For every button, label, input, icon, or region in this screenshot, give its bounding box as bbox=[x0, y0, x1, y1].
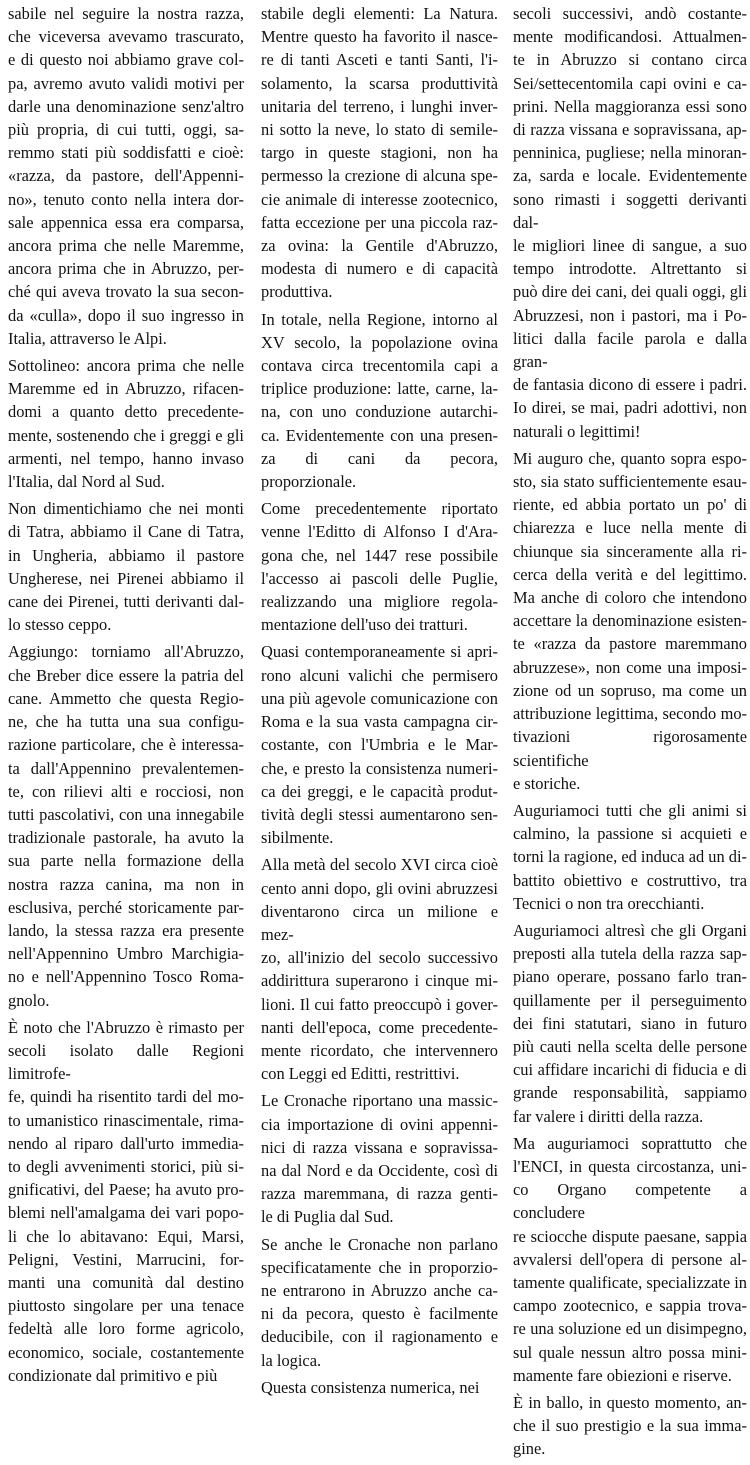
text-line: litici dalla facile parola e dalla gran- bbox=[513, 328, 747, 372]
text-line: Le Cronache riportano una massic- bbox=[261, 1091, 498, 1111]
text-line: remmo stati più soddisfatti e cioè: bbox=[8, 143, 244, 163]
text-line: accettare la denominazione esisten- bbox=[513, 611, 747, 631]
text-line: ca. Evidentemente con una presen- bbox=[261, 425, 498, 445]
text-line: unitaria del terreno, i lunghi inver- bbox=[261, 96, 498, 116]
text-line: re di tanti Asceti e tanti Santi, l'i- bbox=[261, 50, 498, 70]
text-line: tivazioni rigorosamente scientifiche bbox=[513, 727, 747, 770]
text-line: te, con rilievi alti e rocciosi, non bbox=[8, 781, 244, 801]
text-line: re sciocche dispute paesane, sappia bbox=[513, 1226, 747, 1246]
text-line: sibilmente. bbox=[261, 828, 334, 848]
text-line: nanti dell'epoca, come precedente- bbox=[261, 1017, 498, 1037]
text-line: ne entrarono in Abruzzo anche ca- bbox=[261, 1280, 498, 1300]
paragraph bbox=[513, 1132, 747, 1387]
text-line: secoli successivi, andò costante- bbox=[513, 4, 747, 23]
text-line: in Ungheria, abbiamo il pastore bbox=[8, 545, 244, 565]
text-line: Auguriamoci tutti che gli animi si bbox=[513, 800, 747, 820]
text-line: chiarezza e luce nella mente di bbox=[513, 518, 747, 538]
text-line: la logica. bbox=[261, 1350, 322, 1370]
text-line: È in ballo, in questo momento, an- bbox=[513, 1392, 747, 1412]
text-line: modesta di numero e di capacità bbox=[261, 259, 498, 279]
text-line: to umanistico rinascimentale, rima- bbox=[8, 1110, 244, 1130]
text-line: re una soluzione ed un disimpegno, bbox=[513, 1319, 747, 1339]
paragraph bbox=[261, 308, 498, 494]
text-line: sul quale nessun altro possa mini- bbox=[513, 1342, 747, 1362]
text-line: cie animale di interesse zootecnico, bbox=[261, 189, 498, 209]
text-line: Alla metà del secolo XVI circa cioè bbox=[261, 855, 498, 875]
text-line: Quasi contemporaneamente si apri- bbox=[261, 642, 498, 662]
text-line: dei fini statutari, siano in futuro bbox=[513, 1013, 747, 1033]
text-line: Ma auguriamoci soprattutto che bbox=[513, 1133, 747, 1153]
text-line: più cauti nella scelta delle persone bbox=[513, 1036, 747, 1056]
text-line: pa, avremo avuto validi motivi per bbox=[8, 73, 244, 93]
text-line: e storiche. bbox=[513, 773, 581, 793]
paragraph bbox=[261, 1089, 498, 1228]
text-line: battito obiettivo e costruttivo, tra bbox=[513, 870, 747, 890]
text-line: torni la ragione, ed induca ad un di- bbox=[513, 847, 747, 867]
text-line: mamente fare obiezioni e riserve. bbox=[513, 1365, 732, 1385]
text-line: nici di razza vissana e sopravissa- bbox=[261, 1137, 498, 1157]
text-line: lo stesso ceppo. bbox=[8, 615, 112, 635]
text-line: tempo introdotte. Altrettanto si bbox=[513, 259, 747, 279]
paragraph bbox=[513, 447, 747, 795]
text-line: cane. Ammetto che questa Regio- bbox=[8, 688, 244, 708]
text-line: zione od un sopruso, ma come un bbox=[513, 680, 747, 700]
text-line: Aggiungo: torniamo all'Abruzzo, bbox=[8, 642, 244, 662]
text-line: quillamente per il perseguimento bbox=[513, 990, 747, 1010]
text-line: lioni. Il cui fatto preoccupò i gover- bbox=[261, 994, 498, 1014]
text-line: È noto che l'Abruzzo è rimasto per bbox=[8, 1017, 244, 1037]
text-line: Ungherese, nei Pirenei abbiamo il bbox=[8, 568, 244, 588]
text-line: co Organo competente a concludere bbox=[513, 1180, 747, 1223]
text-line: mente modificandosi. Attualmen- bbox=[513, 27, 747, 47]
paragraph bbox=[261, 497, 498, 636]
text-line: blemi nell'amalgama dei vari popo- bbox=[8, 1203, 244, 1223]
text-line: fe, quindi ha risentito tardi del mo- bbox=[8, 1087, 244, 1107]
text-line: piano operare, possano farlo tran- bbox=[513, 967, 747, 987]
text-line: può dire dei cani, dei quali oggi, gli bbox=[513, 282, 747, 302]
text-line: tradizionale pastorale, ha avuto la bbox=[8, 828, 244, 848]
text-line: Tecnici o non tra orecchianti. bbox=[513, 893, 705, 913]
text-line: nendo al riparo dall'urto immedia- bbox=[8, 1133, 244, 1153]
text-line: manti una comunità dal destino bbox=[8, 1272, 244, 1292]
text-line: ché qui aveva trovato la sua secon- bbox=[8, 282, 244, 302]
text-line: Come precedentemente riportato bbox=[261, 499, 498, 519]
text-line: za di cani da pecora, bbox=[261, 448, 498, 468]
text-line: con Leggi ed Editti, restrittivi. bbox=[261, 1064, 460, 1084]
text-line: Peligni, Vestini, Marrucini, for- bbox=[8, 1249, 244, 1269]
text-line: Auguriamoci altresì che gli Organi bbox=[513, 920, 747, 940]
text-line: piuttosto singolare per una tenace bbox=[8, 1296, 244, 1316]
text-line: li che lo abitavano: Equi, Marsi, bbox=[8, 1226, 244, 1246]
text-line: lando, la stessa razza era presente bbox=[8, 920, 244, 940]
text-line: triplice produzione: latte, carne, la- bbox=[261, 379, 498, 399]
text-line: no e nell'Appennino Tosco Roma- bbox=[8, 967, 244, 987]
text-line: Sottolineo: ancora prima che nelle bbox=[8, 356, 244, 376]
text-line: targo in queste stagioni, non ha bbox=[261, 143, 498, 163]
text-line: più propria, di cui tutti, oggi, sa- bbox=[8, 120, 244, 140]
text-line: diventarono circa un milione e mez- bbox=[261, 901, 498, 944]
text-line: prini. Nella maggioranza essi sono bbox=[513, 96, 747, 116]
text-line: Italia, attraverso le Alpi. bbox=[8, 328, 167, 348]
text-line: Io direi, se mai, padri adottivi, non bbox=[513, 398, 747, 418]
text-line: secoli isolato dalle Regioni limitrofe- bbox=[8, 1040, 244, 1084]
text-line: tamente qualificate, specializzate in bbox=[513, 1272, 747, 1292]
text-line: cerca della verità e del legittimo. bbox=[513, 564, 747, 584]
text-line: no», tenuto conto nella intera dor- bbox=[8, 189, 244, 209]
text-line: proporzionale. bbox=[261, 472, 357, 492]
text-line: Non dimentichiamo che nei monti bbox=[8, 499, 244, 519]
text-line: di razza vissana e sopravissana, ap- bbox=[513, 120, 747, 140]
text-line: mentazione dell'uso dei tratturi. bbox=[261, 615, 468, 635]
text-line: de fantasia dicono di essere i padri. bbox=[513, 375, 747, 395]
text-line: esclusiva, perché storicamente par- bbox=[8, 897, 244, 917]
text-line: gnolo. bbox=[8, 990, 50, 1010]
text-line: solamento, la scarsa produttività bbox=[261, 73, 498, 93]
text-line: darle una denominazione senz'altro bbox=[8, 96, 244, 116]
text-line: sabile nel seguire la nostra razza, bbox=[8, 4, 244, 23]
paragraph bbox=[8, 497, 244, 636]
text-line: Maremme ed in Abruzzo, rifacen- bbox=[8, 379, 244, 399]
text-line: abruzzese», non come una imposi- bbox=[513, 657, 747, 677]
text-line: riente, ed abbia portato un po' di bbox=[513, 495, 747, 515]
text-line: l'accesso ai pascoli delle Puglie, bbox=[261, 568, 498, 588]
text-line: deducibile, con il ragionamento e bbox=[261, 1327, 498, 1347]
text-line: zo, all'inizio del secolo successivo bbox=[261, 948, 498, 968]
text-line: Ma anche di coloro che intendono bbox=[513, 588, 747, 608]
text-line: far valere i diritti della razza. bbox=[513, 1106, 704, 1126]
text-column-2 bbox=[261, 2, 498, 1403]
text-line: gona che, nel 1447 rese possibile bbox=[261, 545, 498, 565]
text-line: Mi auguro che, quanto sopra espo- bbox=[513, 448, 747, 468]
text-line: da «culla», dopo il suo ingresso in bbox=[8, 305, 244, 325]
text-line: domi a quanto detto precedente- bbox=[8, 402, 244, 422]
text-line: Mentre questo ha favorito il nasce- bbox=[261, 27, 498, 47]
text-line: Questa consistenza numerica, nei bbox=[261, 1377, 480, 1397]
text-line: e di questo noi abbiamo grave col- bbox=[8, 50, 244, 70]
text-line: Sei/settecentomila capi ovini e ca- bbox=[513, 73, 747, 93]
paragraph bbox=[513, 1391, 747, 1461]
text-line: costante, con l'Umbria e le Mar- bbox=[261, 735, 498, 755]
text-line: rono alcuni valichi che permisero bbox=[261, 665, 498, 685]
text-line: le di Puglia dal Sud. bbox=[261, 1207, 394, 1227]
paragraph bbox=[261, 2, 498, 304]
text-line: naturali o legittimi! bbox=[513, 421, 641, 441]
text-line: za, sarda e locale. Evidentemente bbox=[513, 166, 747, 186]
paragraph bbox=[261, 1376, 498, 1399]
text-line: preposti alla tutela della razza sap- bbox=[513, 944, 747, 964]
text-line: Roma e la sua vasta campagna cir- bbox=[261, 712, 498, 732]
text-line: cento anni dopo, gli ovini abruzzesi bbox=[261, 878, 498, 898]
text-line: ni sotto la neve, lo stato di semile- bbox=[261, 120, 498, 140]
text-line: te «razza da pastore maremmano bbox=[513, 634, 747, 654]
text-line: permesso la crezione di alcuna spe- bbox=[261, 166, 498, 186]
text-line: Abruzzesi, non i pastori, ma i Po- bbox=[513, 305, 747, 325]
paragraph bbox=[8, 640, 244, 1011]
text-line: gine. bbox=[513, 1439, 546, 1459]
text-line: razza maremmana, di razza genti- bbox=[261, 1184, 498, 1204]
text-line: penninica, pugliese; nella minoran- bbox=[513, 143, 747, 163]
text-line: sua parte nella formazione della bbox=[8, 851, 244, 871]
text-line: cane dei Pirenei, tutti derivanti dal- bbox=[8, 592, 244, 612]
text-line: mente, sostenendo che i greggi e gli bbox=[8, 425, 244, 445]
text-line: grande responsabilità, sappiamo bbox=[513, 1083, 747, 1103]
text-line: specificatamente che in proporzio- bbox=[261, 1257, 498, 1277]
text-line: tutti pascolativi, con una innegabile bbox=[8, 804, 244, 824]
paragraph bbox=[261, 853, 498, 1085]
text-line: venne l'Editto di Alfonso I d'Ara- bbox=[261, 522, 498, 542]
text-line: cui affidare incarichi di fiducia e di bbox=[513, 1060, 747, 1080]
text-line: nostra razza canina, ma non in bbox=[8, 874, 244, 894]
text-line: XV secolo, la popolazione ovina bbox=[261, 332, 498, 352]
paragraph bbox=[261, 640, 498, 849]
text-line: «razza, da pastore, dell'Appenni- bbox=[8, 166, 244, 186]
text-line: economico, sociale, costantemente bbox=[8, 1342, 244, 1362]
text-line: contava circa trecentomila capi a bbox=[261, 356, 498, 376]
text-line: ta dall'Appennino prevalentemen- bbox=[8, 758, 244, 778]
text-line: che il suo prestigio e la sua imma- bbox=[513, 1416, 747, 1436]
text-line: mente ricordato, che intervennero bbox=[261, 1040, 498, 1060]
text-line: te in Abruzzo si contano circa bbox=[513, 50, 747, 70]
text-line: addirittura superarono i cinque mi- bbox=[261, 971, 498, 991]
text-line: avvalersi dell'opera di persone al- bbox=[513, 1249, 747, 1269]
text-line: razione particolare, che è interessa- bbox=[8, 735, 244, 755]
text-line: za ovina: la Gentile d'Abruzzo, bbox=[261, 236, 498, 256]
text-line: una più agevole comunicazione con bbox=[261, 688, 498, 708]
text-line: attribuzione legittima, secondo mo- bbox=[513, 704, 747, 724]
text-line: na, con uno conduzione autarchi- bbox=[261, 402, 498, 422]
paragraph bbox=[8, 354, 244, 493]
text-column-3 bbox=[513, 2, 747, 1465]
paragraph bbox=[513, 919, 747, 1128]
text-line: che, e presto la consistenza numeri- bbox=[261, 758, 498, 778]
text-line: condizionate dal primitivo e più bbox=[8, 1365, 218, 1385]
text-line: na dal Nord e da Occidente, così di bbox=[261, 1160, 498, 1180]
paragraph bbox=[8, 1016, 244, 1387]
text-line: che Breber dice essere la patria del bbox=[8, 665, 244, 685]
text-line: ni da pecora, questo è facilmente bbox=[261, 1304, 498, 1324]
text-line: nell'Appennino Umbro Marchigia- bbox=[8, 944, 244, 964]
text-line: produttiva. bbox=[261, 282, 333, 302]
text-line: ancora prima che in Abruzzo, per- bbox=[8, 259, 244, 279]
text-line: In totale, nella Regione, intorno al bbox=[261, 309, 498, 329]
text-line: che viceversa avevamo trascurato, bbox=[8, 27, 244, 47]
text-line: ancora prima che nelle Maremme, bbox=[8, 236, 244, 256]
text-line: l'ENCI, in questa circostanza, uni- bbox=[513, 1156, 747, 1176]
text-line: calmino, la passione si acquieti e bbox=[513, 824, 747, 844]
text-line: Se anche le Cronache non parlano bbox=[261, 1234, 498, 1254]
text-line: fatta eccezione per una piccola raz- bbox=[261, 212, 498, 232]
text-line: fedeltà alle loro forme agricolo, bbox=[8, 1319, 244, 1339]
text-line: cia importazione di ovini appenni- bbox=[261, 1114, 498, 1134]
text-line: di Tatra, abbiamo il Cane di Tatra, bbox=[8, 522, 244, 542]
text-line: l'Italia, dal Nord al Sud. bbox=[8, 472, 165, 492]
text-line: stabile degli elementi: La Natura. bbox=[261, 4, 498, 23]
paragraph bbox=[513, 2, 747, 443]
text-line: le migliori linee di sangue, a suo bbox=[513, 236, 747, 256]
paragraph bbox=[8, 2, 244, 350]
text-line: gnificativi, del Paese; ha avuto pro- bbox=[8, 1180, 244, 1200]
text-line: sono rimasti i soggetti derivanti dal- bbox=[513, 189, 747, 232]
text-line: armenti, nel tempo, hanno invaso bbox=[8, 448, 244, 468]
text-line: realizzando una migliore regola- bbox=[261, 592, 498, 612]
text-line: ca dei greggi, e le capacità produt- bbox=[261, 781, 498, 801]
text-line: chiunque sia sinceramente alla ri- bbox=[513, 541, 747, 561]
paragraph bbox=[513, 799, 747, 915]
text-line: sto, sia stato sufficientemente esau- bbox=[513, 472, 747, 492]
text-line: tività degli stessi aumentarono sen- bbox=[261, 804, 498, 824]
text-line: sale appennica essa era comparsa, bbox=[8, 212, 244, 232]
text-line: campo zootecnico, e sappia trova- bbox=[513, 1296, 747, 1316]
text-line: to degli avvenimenti storici, più si- bbox=[8, 1156, 244, 1176]
text-column-1 bbox=[8, 2, 244, 1391]
text-line: ne, che ha tutta una sua configu- bbox=[8, 712, 244, 732]
paragraph bbox=[261, 1233, 498, 1372]
